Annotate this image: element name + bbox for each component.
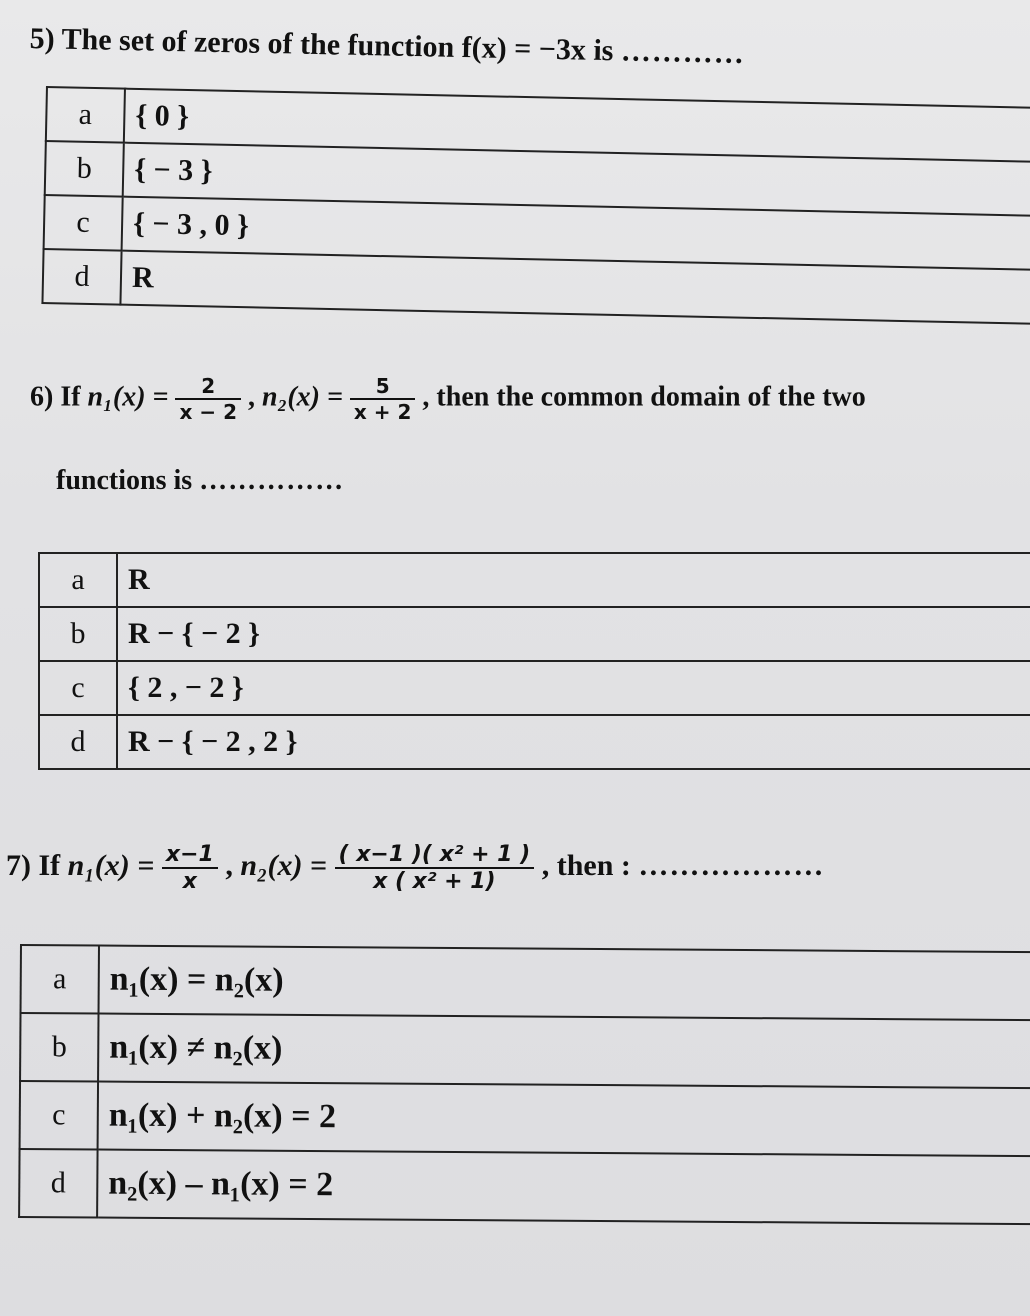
option-letter: d xyxy=(42,249,121,305)
fraction-denominator: x xyxy=(162,867,218,894)
option-text: { − 3 } xyxy=(123,143,1030,216)
option-letter: b xyxy=(39,607,117,661)
option-text: n₁(x) ≠ n₂(x) xyxy=(98,1014,1030,1089)
option-letter: c xyxy=(20,1081,98,1150)
option-letter: b xyxy=(20,1013,98,1082)
option-text: n₂(x) – n₁(x) = 2 xyxy=(97,1150,1030,1225)
option-letter: b xyxy=(45,141,124,197)
q6-option-c[interactable] xyxy=(39,661,1030,715)
q6-n2-fraction xyxy=(350,374,416,424)
option-letter: c xyxy=(39,661,117,715)
q6-n1-lhs: n₁(x) = xyxy=(87,381,169,413)
q7-n1-lhs: n₁(x) = xyxy=(67,848,155,882)
q6-prefix: 6) If xyxy=(30,381,81,413)
q7-option-d[interactable] xyxy=(19,1149,1030,1224)
option-text: { − 3 , 0 } xyxy=(122,197,1030,270)
q5-dots: ………… xyxy=(620,34,746,70)
q5-suffix: is xyxy=(593,33,614,68)
option-letter: d xyxy=(19,1149,97,1218)
fraction-numerator: x−1 xyxy=(165,842,214,867)
option-text: n₁(x) = n₂(x) xyxy=(99,946,1030,1021)
option-letter: c xyxy=(44,195,123,251)
option-text: R − { − 2 } xyxy=(117,607,1030,661)
option-text: R xyxy=(117,553,1030,607)
option-letter: a xyxy=(39,553,117,607)
q6-n1-fraction xyxy=(175,374,241,424)
fraction-numerator: 5 xyxy=(375,374,390,398)
q6-separator: , xyxy=(247,381,255,413)
fraction-denominator: x ( x² + 1) xyxy=(335,867,535,894)
q7-dots: ……………… xyxy=(638,848,825,882)
q5-prefix: 5) The set of zeros of the function xyxy=(29,22,455,64)
option-text: { 2 , − 2 } xyxy=(117,661,1030,715)
question-7 xyxy=(6,842,824,894)
q6-line2: functions is xyxy=(56,465,193,496)
q7-n1-fraction xyxy=(162,842,218,894)
fraction-denominator: x − 2 xyxy=(175,398,241,424)
option-text: { 0 } xyxy=(124,89,1030,162)
q6-option-a[interactable] xyxy=(39,553,1030,607)
q5-function: f(x) = −3x xyxy=(461,31,587,67)
question-6-line2 xyxy=(56,465,344,497)
q7-option-c[interactable] xyxy=(20,1081,1030,1156)
q6-options-table xyxy=(38,552,1030,770)
fraction-numerator: 2 xyxy=(201,374,216,398)
q7-option-a[interactable] xyxy=(21,945,1030,1020)
option-letter: d xyxy=(39,715,117,769)
q7-separator: , xyxy=(225,848,233,882)
option-text: n₁(x) + n₂(x) = 2 xyxy=(98,1082,1030,1157)
q5-options-table xyxy=(41,86,1030,325)
q7-suffix: , then : xyxy=(541,848,631,882)
q6-option-b[interactable] xyxy=(39,607,1030,661)
q6-dots: …………… xyxy=(199,465,345,496)
q7-n2-lhs: n₂(x) = xyxy=(240,848,328,882)
q7-option-b[interactable] xyxy=(20,1013,1030,1088)
option-letter: a xyxy=(46,87,125,143)
question-6 xyxy=(30,374,866,424)
q7-prefix: 7) If xyxy=(6,848,61,882)
q6-suffix: , then the common domain of the two xyxy=(422,381,866,413)
q7-options-table xyxy=(18,944,1030,1225)
q6-n2-lhs: n₂(x) = xyxy=(261,381,343,413)
question-5 xyxy=(29,22,745,71)
fraction-numerator: ( x−1 )( x² + 1 ) xyxy=(338,842,531,867)
option-text: R xyxy=(120,251,1030,324)
fraction-denominator: x + 2 xyxy=(350,398,416,424)
option-letter: a xyxy=(21,945,99,1014)
q6-option-d[interactable] xyxy=(39,715,1030,769)
option-text: R − { − 2 , 2 } xyxy=(117,715,1030,769)
q7-n2-fraction xyxy=(335,842,535,894)
